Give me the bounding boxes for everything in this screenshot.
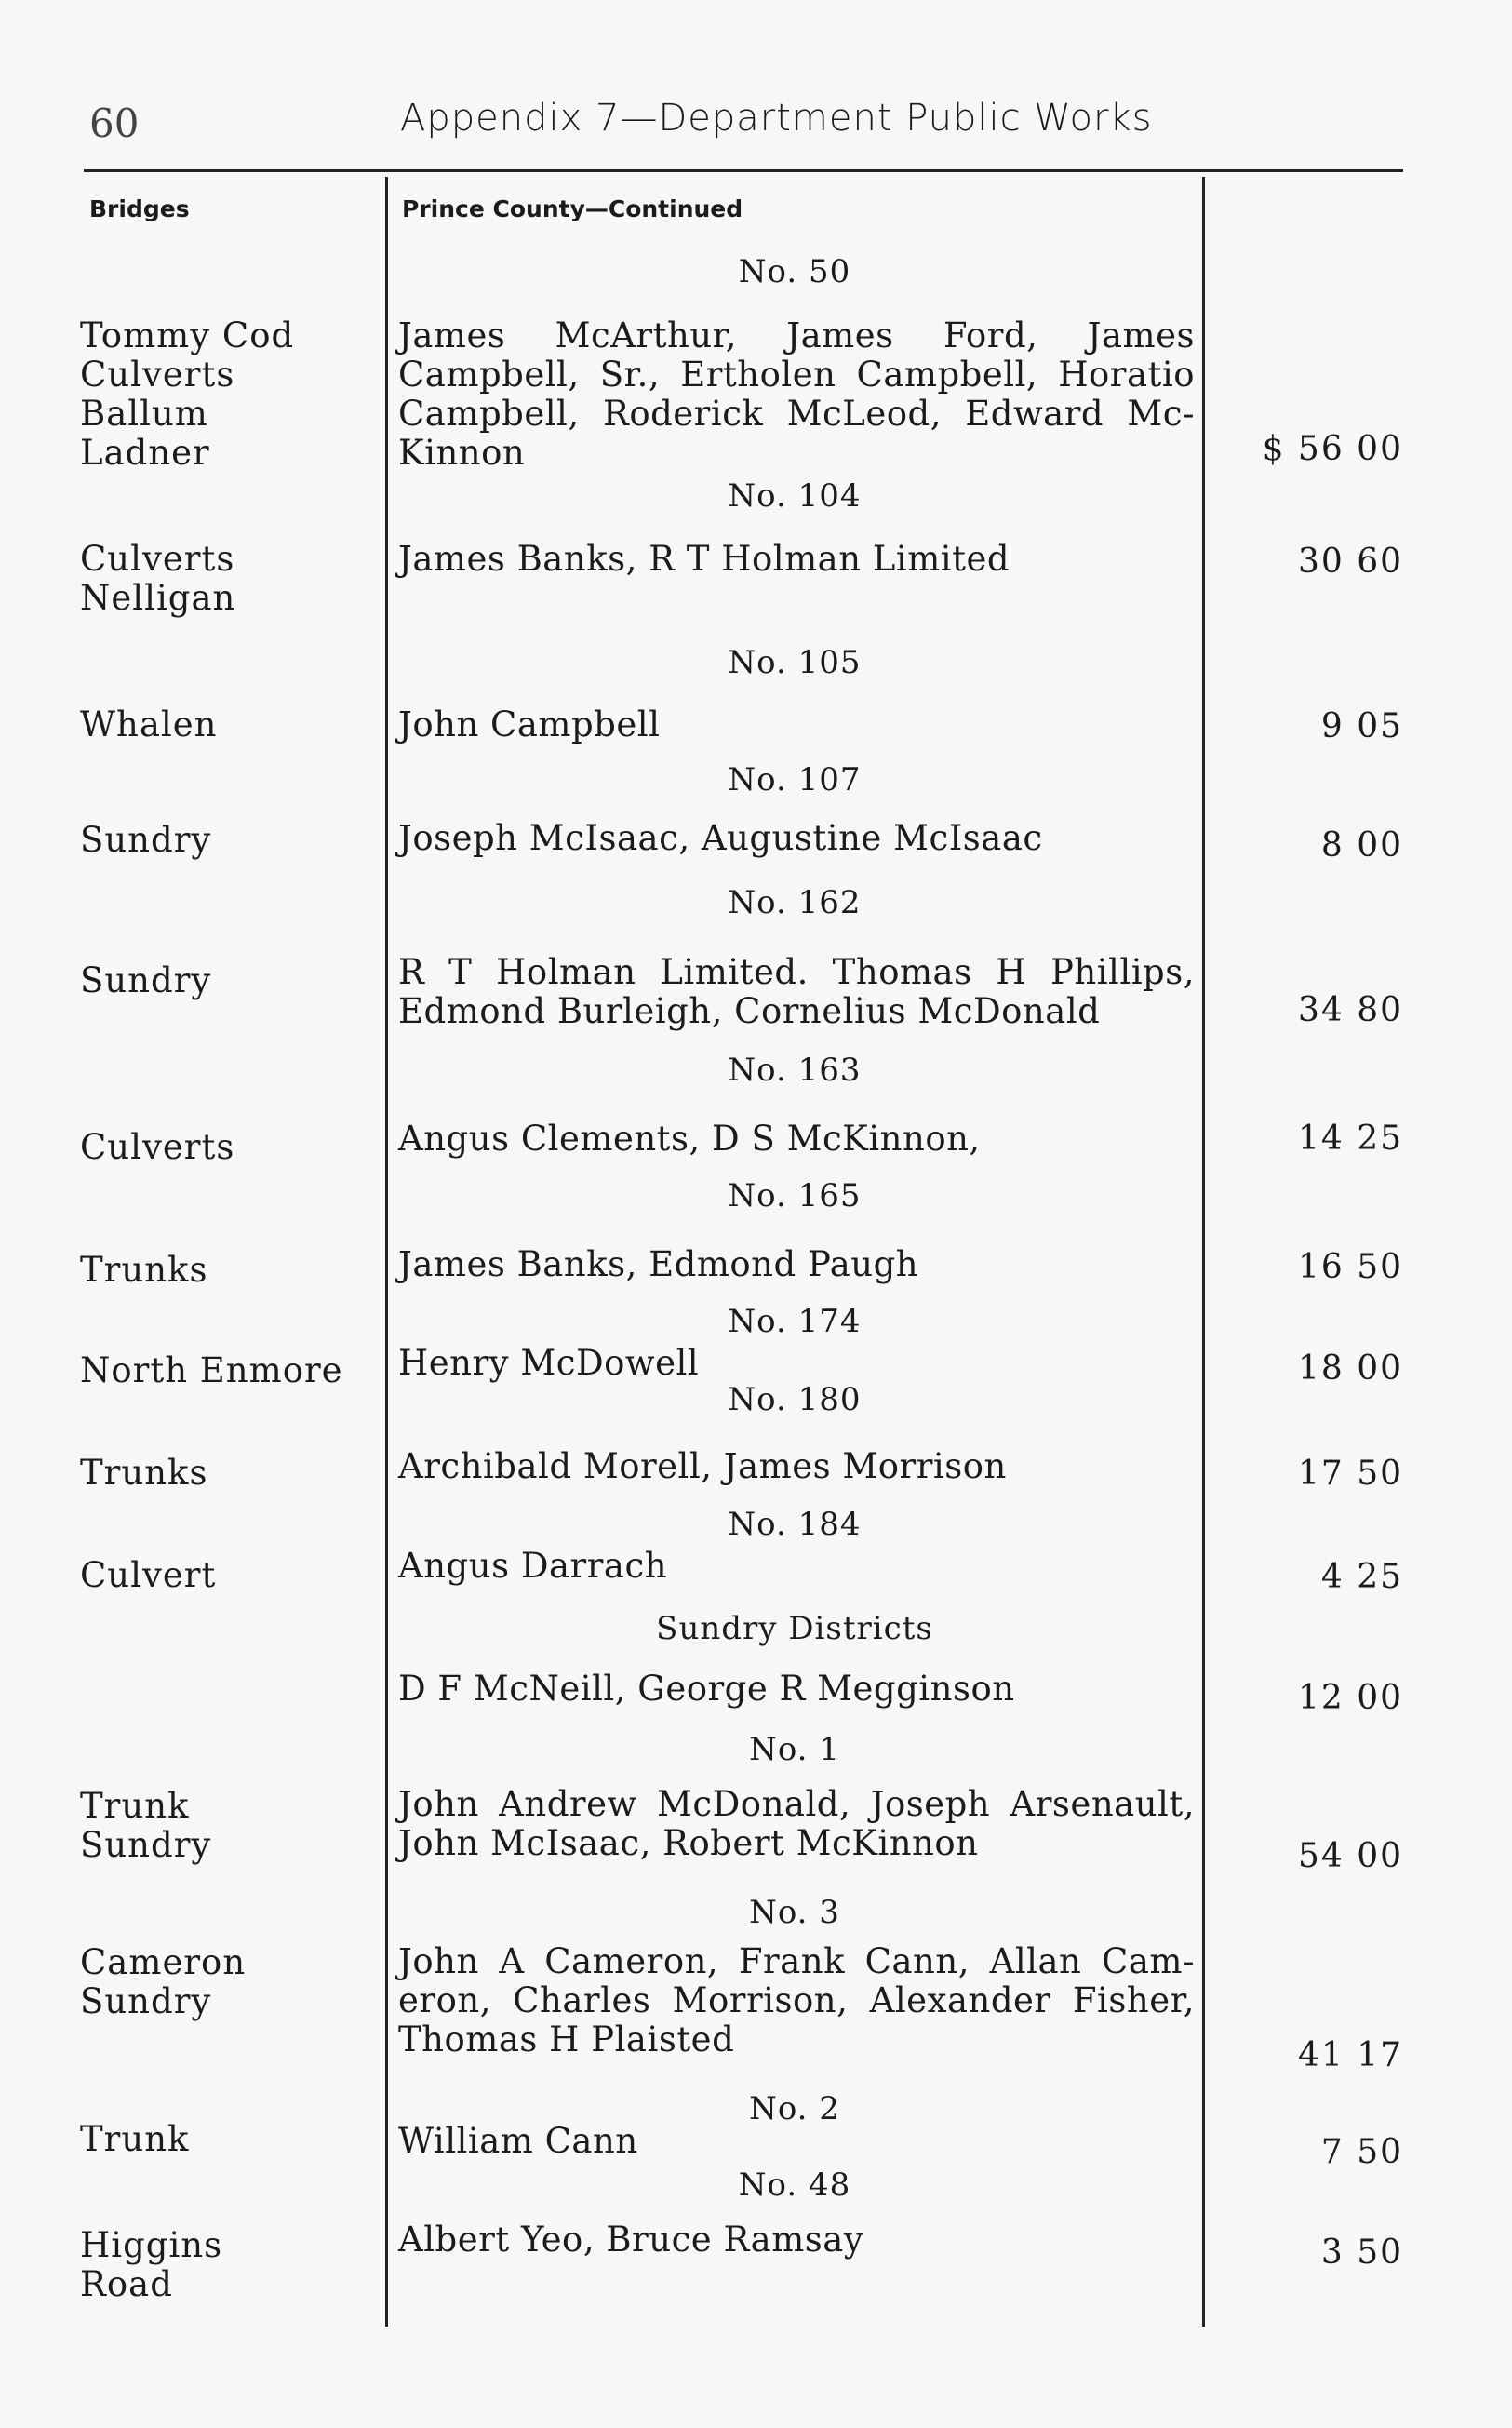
contractor-names: James McArthur, James Ford, James Campbell, Sr., Ertholen Campbell, Horatio Campbell, Roderick McLeod, Edward Mc-Kinnon bbox=[398, 315, 1195, 473]
contractor-names: Albert Yeo, Bruce Ramsay bbox=[398, 2220, 864, 2260]
district-number: No. 184 bbox=[728, 1506, 862, 1543]
amount-value: 3 50 bbox=[1320, 2233, 1403, 2272]
district-number: No. 104 bbox=[728, 477, 862, 515]
amount-value: 14 25 bbox=[1297, 1120, 1403, 1158]
contractor-names: James Banks, R T Holman Limited bbox=[398, 539, 1010, 579]
contractor-names: Archibald Morell, James Morrison bbox=[398, 1446, 1007, 1486]
district-number: Sundry Districts bbox=[656, 1610, 933, 1647]
amount-value: 9 05 bbox=[1320, 707, 1403, 745]
contractor-names: Angus Clements, D S McKinnon, bbox=[398, 1119, 981, 1159]
bridge-name: Higgins Road bbox=[80, 2225, 223, 2304]
district-number: No. 2 bbox=[749, 2090, 840, 2127]
district-number: No. 180 bbox=[728, 1381, 862, 1418]
contractor-names: John A Cameron, Frank Cann, Allan Cam-eron, Charles Morrison, Alexander Fisher, Thomas H Plaisted bbox=[398, 1941, 1195, 2059]
amount-value: 18 00 bbox=[1297, 1349, 1403, 1388]
bridge-name: Culverts bbox=[80, 1127, 235, 1167]
contractor-names: James Banks, Edmond Paugh bbox=[398, 1244, 919, 1284]
contractor-names: R T Holman Limited. Thomas H Phillips, Edmond Burleigh, Cornelius McDonald bbox=[398, 952, 1195, 1031]
column-heading-county: Prince County—Continued bbox=[402, 195, 743, 222]
bridge-name: Culverts Nelligan bbox=[80, 539, 236, 618]
amount-value: 17 50 bbox=[1297, 1455, 1403, 1493]
page-number: 60 bbox=[89, 101, 140, 146]
bridge-name: Trunks bbox=[80, 1453, 208, 1493]
amount-value: 41 17 bbox=[1297, 2036, 1403, 2074]
contractor-names: Joseph McIsaac, Augustine McIsaac bbox=[398, 818, 1043, 858]
bridge-name: Cameron Sundry bbox=[80, 1942, 247, 2021]
district-number: No. 162 bbox=[728, 884, 862, 921]
bridge-name: Whalen bbox=[80, 704, 218, 744]
district-number: No. 3 bbox=[749, 1894, 840, 1931]
amount-value: 12 00 bbox=[1297, 1679, 1403, 1717]
district-number: No. 107 bbox=[728, 761, 862, 798]
contractor-names: D F McNeill, George R Megginson bbox=[398, 1669, 1015, 1709]
contractor-names: Angus Darrach bbox=[398, 1546, 668, 1586]
amount-value: 7 50 bbox=[1320, 2133, 1403, 2171]
amount-value: 54 00 bbox=[1297, 1837, 1403, 1875]
contractor-names: William Cann bbox=[398, 2121, 638, 2161]
district-number: No. 105 bbox=[728, 644, 862, 681]
district-number: No. 174 bbox=[728, 1303, 862, 1340]
bridge-name: Sundry bbox=[80, 820, 212, 860]
district-number: No. 48 bbox=[738, 2166, 851, 2204]
bridge-name: Trunk Sundry bbox=[80, 1786, 212, 1865]
amount-value: 8 00 bbox=[1320, 826, 1403, 865]
bridge-name: North Enmore bbox=[80, 1350, 343, 1390]
bridge-name: Tommy Cod Culverts Ballum Ladner bbox=[80, 315, 295, 473]
bridge-name: Culvert bbox=[80, 1555, 217, 1595]
contractor-names: John Andrew McDonald, Joseph Arsenault, John McIsaac, Robert McKinnon bbox=[398, 1784, 1195, 1863]
amount-value: 16 50 bbox=[1297, 1248, 1403, 1286]
bridge-name: Trunk bbox=[80, 2119, 190, 2159]
district-number: No. 1 bbox=[749, 1731, 840, 1768]
contractor-names: John Campbell bbox=[398, 704, 661, 744]
district-number: No. 163 bbox=[728, 1052, 862, 1089]
amount-value: 34 80 bbox=[1297, 991, 1403, 1029]
page-title: Appendix 7—Department Public Works bbox=[400, 97, 1153, 140]
amount-value: $ 56 00 bbox=[1262, 430, 1403, 468]
bridge-name: Trunks bbox=[80, 1250, 208, 1290]
amount-value: 4 25 bbox=[1320, 1558, 1403, 1596]
bridge-name: Sundry bbox=[80, 960, 212, 1000]
column-heading-bridges: Bridges bbox=[89, 195, 190, 222]
contractor-names: Henry McDowell bbox=[398, 1343, 700, 1383]
district-number: No. 165 bbox=[728, 1177, 862, 1214]
amount-value: 30 60 bbox=[1297, 543, 1403, 581]
district-number: No. 50 bbox=[738, 253, 851, 290]
